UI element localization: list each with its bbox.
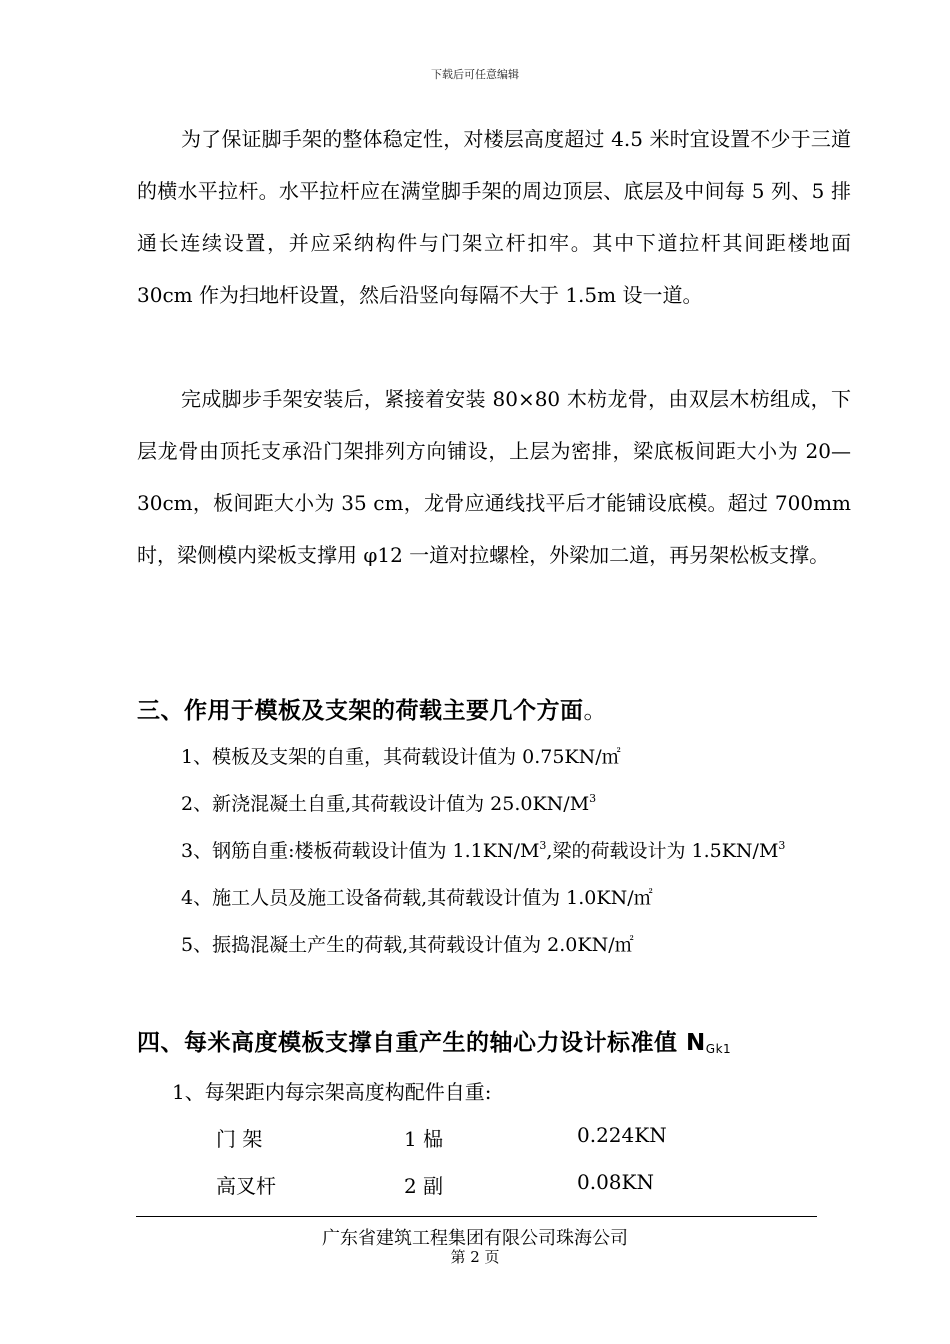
load-item-text: 2、新浇混凝土自重,其荷载设计值为 25.0KN/M (181, 793, 590, 815)
load-item-text: 5、振捣混凝土产生的荷载,其荷载设计值为 2.0KN/㎡ (181, 934, 634, 956)
load-item-3 (181, 836, 785, 863)
load-item-text-2: ,梁的荷载设计为 1.5KN/M (546, 840, 779, 862)
section-4-title: 四、每米高度模板支撑自重产生的轴心力设计标准值 N (137, 1030, 706, 1056)
load-item-1 (181, 742, 621, 769)
section-3-title-end: 。 (583, 698, 607, 724)
component-name: 门 架 (216, 1127, 263, 1151)
section-3-heading (137, 692, 607, 725)
paragraph-text: 完成脚步手架安装后，紧接着安装 80×80 木枋龙骨，由双层木枋组成，下层龙骨由顶托支承沿门架排列方向铺设，上层为密排，梁底板间距大小为 20—30cm，板间距大小为 35 cm，龙骨应通线找平后才能铺设底模。超过 700mm 时，梁侧模内梁板支撑用 φ12 一道对拉螺栓，外梁加二道，再另架松板支撑。 (137, 387, 851, 567)
paragraph-text: 为了保证脚手架的整体稳定性，对楼层高度超过 4.5 米时宜设置不少于三道的横水平拉杆。水平拉杆应在满堂脚手架的周边顶层、底层及中间每 5 列、5 排通长连续设置，并应采纳构件与门架立杆扣牢。其中下道拉杆其间距楼地面 30cm 作为扫地杆设置，然后沿竖向每隔不大于 1.5m 设一道。 (137, 127, 851, 307)
components-intro: 1、每架距内每宗架高度构配件自重: (172, 1080, 492, 1104)
section-3-title: 三、作用于模板及支架的荷载主要几个方面 (137, 698, 584, 724)
body-paragraph-2 (137, 373, 851, 581)
component-value: 0.224KN (577, 1123, 667, 1147)
component-name: 高叉杆 (216, 1174, 276, 1198)
footer-divider (136, 1216, 817, 1217)
footer-company: 广东省建筑工程集团有限公司珠海公司 (322, 1228, 628, 1249)
component-qty: 2 副 (404, 1174, 444, 1198)
load-item-text: 3、钢筋自重:楼板荷载设计值为 1.1KN/M (181, 840, 540, 862)
body-paragraph-1 (137, 113, 851, 321)
superscript: 3 (778, 839, 786, 852)
superscript: 3 (539, 839, 547, 852)
page-header: 下载后可任意编辑 (431, 68, 519, 81)
load-item-2 (181, 789, 596, 816)
component-qty: 1 榀 (404, 1127, 444, 1151)
page-number: 第 2 页 (450, 1248, 500, 1266)
load-item-text: 1、模板及支架的自重，其荷载设计值为 0.75KN/㎡ (181, 746, 621, 768)
load-item-5 (181, 930, 634, 957)
load-item-text: 4、施工人员及施工设备荷载,其荷载设计值为 1.0KN/㎡ (181, 887, 653, 909)
load-item-4 (181, 883, 653, 910)
superscript: 3 (589, 792, 597, 805)
component-value: 0.08KN (577, 1170, 654, 1194)
section-4-subscript: Gk1 (705, 1042, 732, 1056)
section-4-heading (137, 1024, 731, 1057)
